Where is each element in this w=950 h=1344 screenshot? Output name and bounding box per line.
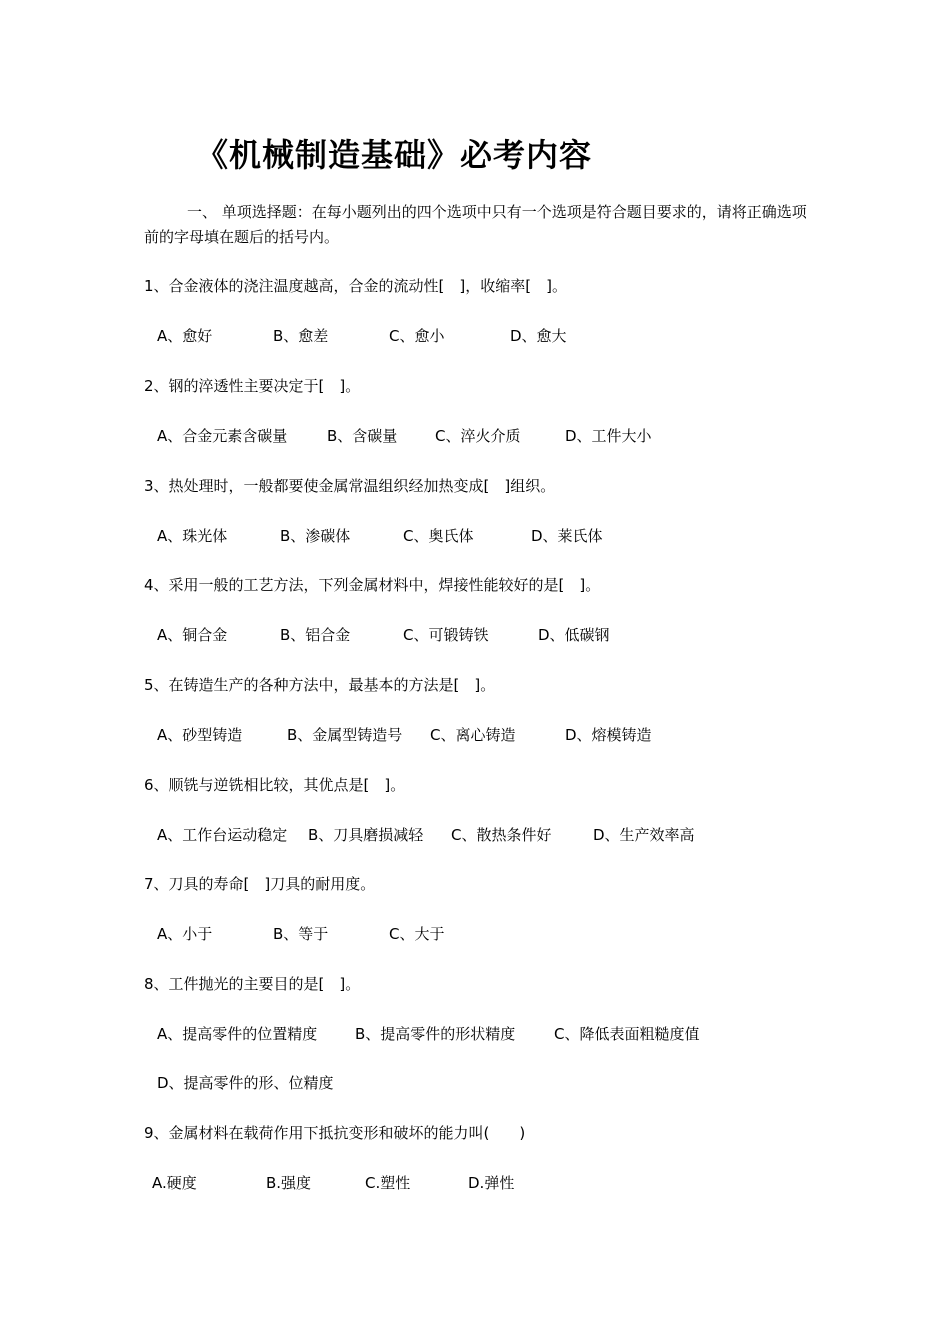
q9-option-d: D.弹性 [468, 1174, 515, 1192]
q4-option-b: B、铝合金 [280, 626, 351, 644]
q4-option-d: D、低碳钢 [538, 626, 610, 644]
q4-option-a: A、铜合金 [157, 626, 228, 644]
q1-option-d: D、愈大 [510, 327, 567, 345]
q8-option-c: C、降低表面粗糙度值 [554, 1025, 700, 1043]
q8-option-a: A、提高零件的位置精度 [157, 1025, 318, 1043]
question-9: 9、金属材料在载荷作用下抵抗变形和破坏的能力叫( ) [144, 1124, 526, 1142]
q6-option-a: A、工作台运动稳定 [157, 826, 288, 844]
q7-option-c: C、大于 [389, 925, 445, 943]
q6-option-c: C、散热条件好 [451, 826, 552, 844]
q9-option-c: C.塑性 [365, 1174, 411, 1192]
q3-option-d: D、莱氏体 [531, 527, 603, 545]
question-3: 3、热处理时，一般都要使金属常温组织经加热变成[ ]组织。 [144, 477, 556, 495]
question-6: 6、顺铣与逆铣相比较，其优点是[ ]。 [144, 776, 406, 794]
q9-option-a: A.硬度 [152, 1174, 197, 1192]
q1-option-c: C、愈小 [389, 327, 445, 345]
q6-option-d: D、生产效率高 [593, 826, 695, 844]
question-2: 2、钢的淬透性主要决定于[ ]。 [144, 377, 361, 395]
q1-option-a: A、愈好 [157, 327, 213, 345]
q3-option-a: A、珠光体 [157, 527, 228, 545]
q8-option-b: B、提高零件的形状精度 [355, 1025, 516, 1043]
q1-option-b: B、愈差 [273, 327, 329, 345]
question-5: 5、在铸造生产的各种方法中，最基本的方法是[ ]。 [144, 676, 496, 694]
q2-option-a: A、合金元素含碳量 [157, 427, 288, 445]
q9-option-b: B.强度 [266, 1174, 312, 1192]
page-title: 《机械制造基础》必考内容 [196, 136, 593, 174]
q2-option-d: D、工件大小 [565, 427, 652, 445]
q7-option-b: B、等于 [273, 925, 329, 943]
q2-option-c: C、淬火介质 [435, 427, 521, 445]
section-intro: 一、 单项选择题：在每小题列出的四个选项中只有一个选项是符合题目要求的，请将正确选项前的字母填在题后的括号内。 [144, 203, 807, 246]
q3-option-c: C、奥氏体 [403, 527, 474, 545]
question-8: 8、工件抛光的主要目的是[ ]。 [144, 975, 361, 993]
q8-option-d: D、提高零件的形、位精度 [157, 1074, 334, 1092]
question-4: 4、采用一般的工艺方法，下列金属材料中，焊接性能较好的是[ ]。 [144, 576, 601, 594]
question-7: 7、刀具的寿命[ ]刀具的耐用度。 [144, 875, 376, 893]
q5-option-b: B、金属型铸造号 [287, 726, 403, 744]
q5-option-d: D、熔模铸造 [565, 726, 652, 744]
q4-option-c: C、可锻铸铁 [403, 626, 489, 644]
q7-option-a: A、小于 [157, 925, 213, 943]
q3-option-b: B、渗碳体 [280, 527, 351, 545]
question-1: 1、合金液体的浇注温度越高，合金的流动性[ ]，收缩率[ ]。 [144, 277, 567, 295]
q2-option-b: B、含碳量 [327, 427, 398, 445]
q5-option-a: A、砂型铸造 [157, 726, 243, 744]
q6-option-b: B、刀具磨损减轻 [308, 826, 424, 844]
q5-option-c: C、离心铸造 [430, 726, 516, 744]
